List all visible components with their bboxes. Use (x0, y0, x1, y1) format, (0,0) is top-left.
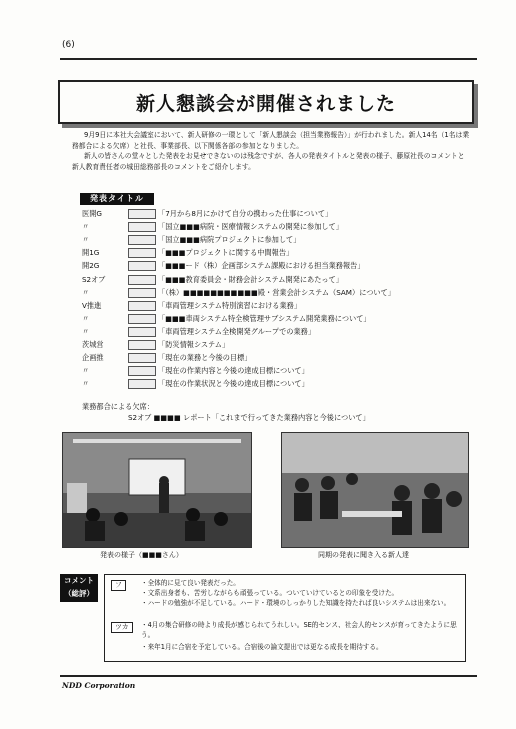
presentation-row (82, 300, 301, 312)
title-box (58, 80, 474, 124)
redacted-name (128, 261, 156, 271)
comment-line: ・ハードの勉強が不足している。ハード・環境のしっかりした知識を持たれば良いシステムは出来ない。 (141, 599, 451, 607)
presentation-title: 「国立■■■病院プロジェクトに参加して」 (158, 235, 301, 245)
comment-line: ・文系出身者も、苦労しながらも頑張っている。ついていけているとの印象を受けた。 (141, 589, 399, 597)
presentation-title: 「（株）■■■■■■■■■■■殿・営業会計システム（SAM）について」 (158, 287, 395, 297)
intro-paragraph: 新人の皆さんの堂々とした発表をお見せできないのは残念ですが、各人の発表タイトルと発表の様子、藤原社長のコメントと新人教育責任者の城田総務部長のコメントをご紹介します。 (72, 152, 465, 171)
comment-line: ・4月の集合研修の時より成長が感じられてうれしい。SE的センス、社会人的センスが育ってきたように思う。 (141, 621, 457, 639)
presentation-title: 「車両管理システム特別演習における業務」 (158, 300, 302, 310)
group-label: 開1G (82, 248, 100, 258)
presentation-row (82, 313, 371, 325)
absent-report: S2オブ ■■■■ レポート「これまで行ってきた業務内容と今後について」 (128, 413, 370, 422)
presentation-row (82, 221, 343, 233)
audience-photo (281, 432, 469, 548)
redacted-name (128, 314, 156, 324)
comment-tag-line: （総評） (64, 589, 94, 598)
group-label: 〃 (82, 235, 90, 245)
redacted-name (128, 209, 156, 219)
presentation-row (82, 378, 309, 390)
redacted-name (128, 301, 156, 311)
redacted-name (128, 379, 156, 389)
top-rule (60, 58, 477, 60)
presentation-title: 「現在の業務と今後の目標」 (158, 353, 252, 363)
group-label: 茨城営 (82, 340, 104, 349)
presentation-title: 「国立■■■病院・医療情報システムの開発に参加して」 (158, 222, 343, 232)
redacted-name (128, 248, 156, 258)
presentation-row (82, 352, 251, 364)
redacted-name (128, 327, 156, 337)
redacted-name (128, 275, 156, 285)
commenter-label: ツカ (111, 622, 133, 633)
presentation-title: 「■■■車両システム特全検管理サブシステム開発業務について」 (158, 313, 371, 323)
presentation-title: 「現在の作業状況と今後の達成目標について」 (158, 379, 309, 389)
presentation-title: 「■■■プロジェクトに関する中間報告」 (158, 248, 294, 258)
redacted-name (128, 288, 156, 298)
presentation-title: 「防災情報システム」 (158, 340, 230, 349)
presentation-title: 「7月から8月にかけて自分の携わった仕事について」 (158, 209, 333, 218)
group-label: 〃 (82, 222, 90, 232)
presentation-row (82, 247, 293, 259)
page-number: (6) (62, 40, 75, 50)
redacted-name (128, 222, 156, 232)
redacted-name (128, 366, 156, 376)
presentation-title: 「現在の作業内容と今後の達成目標について」 (158, 366, 309, 376)
group-label: 〃 (82, 287, 90, 297)
group-label: 企画推 (82, 353, 104, 363)
presentation-row (82, 260, 365, 272)
page-title: 新人懇談会が開催されました (135, 92, 396, 115)
absent-heading: 業務都合による欠席： (82, 402, 154, 411)
photo-caption: 同期の発表に聞き入る新人達 (318, 551, 409, 559)
group-label: S2オブ (82, 274, 106, 284)
presentation-title: 「■■■ード（株）企画部システム課殿における担当業務報告」 (158, 261, 365, 271)
presentation-row (82, 234, 300, 246)
comment-line: ・全体的に見て良い発表だった。 (141, 579, 240, 587)
photo-caption: 発表の様子（■■■さん） (100, 551, 183, 559)
group-label: V推進 (82, 300, 102, 310)
presentation-row (82, 274, 343, 286)
presentation-title: 「車両管理システム全検開発グループでの業務」 (158, 326, 316, 336)
group-label: 〃 (82, 379, 90, 389)
comment-line: ・来年1月に合宿を予定している。合宿後の論文提出では更なる成長を期待する。 (141, 643, 383, 651)
footer-company: NDD Corporation (62, 681, 136, 690)
presentation-row (82, 326, 315, 338)
group-label: 開2G (82, 261, 100, 271)
bottom-rule (60, 675, 477, 677)
presentation-row (82, 365, 309, 377)
group-label: 医開G (82, 209, 102, 218)
redacted-name (128, 235, 156, 245)
photo-scene (63, 433, 251, 547)
redacted-name (128, 353, 156, 363)
comment-tag (60, 574, 98, 602)
photo-scene (282, 433, 468, 547)
comment-tag-line: コメント (64, 576, 94, 585)
redacted-name (128, 340, 156, 350)
comment-box (104, 574, 466, 662)
presentation-row (82, 339, 229, 351)
group-label: 〃 (82, 313, 90, 323)
intro-text (72, 130, 470, 172)
presentation-photo (62, 432, 252, 548)
presentation-title: 「■■■教育委員会・財務会計システム開発にあたって」 (158, 274, 343, 284)
commenter-label: フ (111, 580, 126, 591)
intro-paragraph: 9月9日に本社大会議室において、新人研修の一環として「新人懇談会（担当業務報告）」が行われました。新人14名（1名は業務都合による欠席）と社長、事業部長、以下関係各部の参加となりました。 (72, 131, 470, 150)
group-label: 〃 (82, 326, 90, 336)
group-label: 〃 (82, 366, 90, 376)
presentation-row (82, 287, 395, 299)
presentation-row (82, 208, 332, 220)
section-label: 発表タイトル (80, 193, 154, 205)
